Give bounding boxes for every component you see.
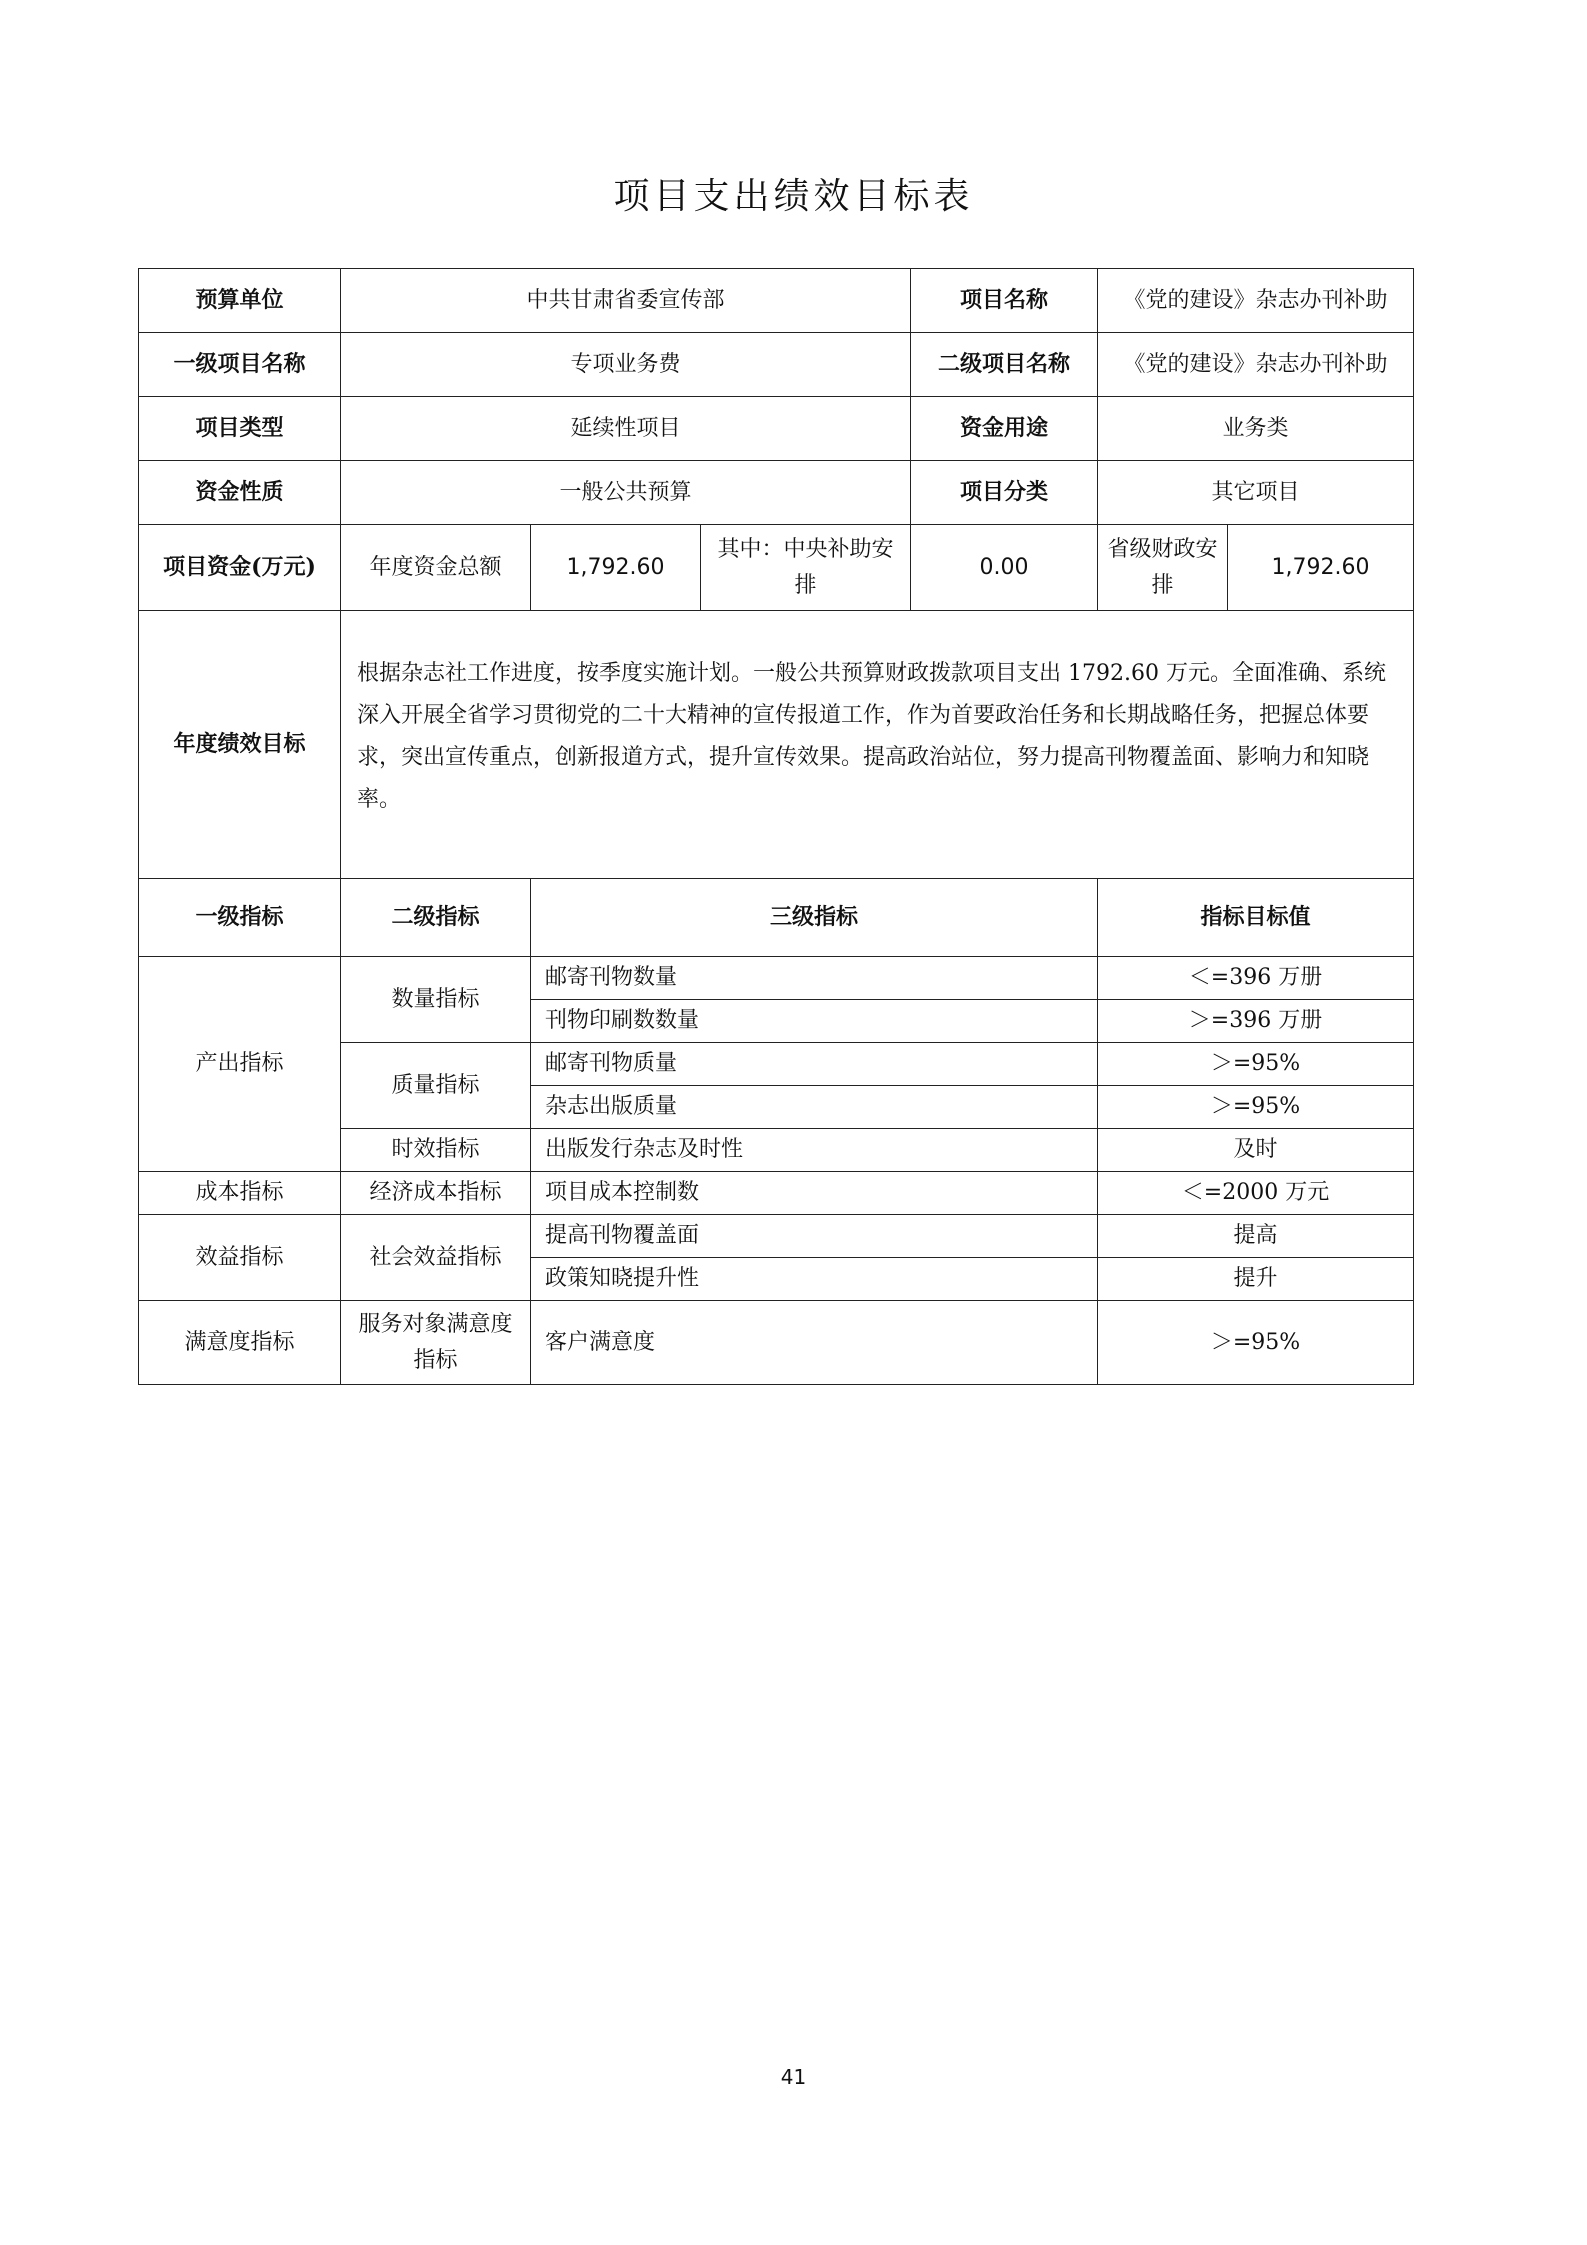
table-row: [139, 957, 1414, 1000]
fund-nature-value: 一般公共预算: [341, 461, 911, 525]
indicator-name: 提高刊物覆盖面: [531, 1215, 1098, 1258]
info-row-l1-project: [139, 333, 1414, 397]
indicator-name: 邮寄刊物质量: [531, 1043, 1098, 1086]
quantity-indicator-label: 数量指标: [341, 957, 531, 1043]
annual-total-label: 年度资金总额: [341, 525, 531, 611]
indicator-target: 及时: [1098, 1129, 1414, 1172]
funds-row: [139, 525, 1414, 611]
table-row: [139, 1215, 1414, 1258]
economic-cost-indicator-label: 经济成本指标: [341, 1172, 531, 1215]
fund-use-value: 业务类: [1098, 397, 1414, 461]
page-number: 41: [780, 2065, 807, 2089]
provincial-value: 1,792.60: [1228, 525, 1414, 611]
info-row-project-type: [139, 397, 1414, 461]
l2-project-label: 二级项目名称: [911, 333, 1098, 397]
level2-header: 二级指标: [341, 879, 531, 957]
central-value: 0.00: [911, 525, 1098, 611]
central-label: 其中：中央补助安排: [701, 525, 911, 611]
indicator-name: 客户满意度: [531, 1301, 1098, 1385]
l1-project-value: 专项业务费: [341, 333, 911, 397]
indicator-name: 邮寄刊物数量: [531, 957, 1098, 1000]
indicator-target: 提升: [1098, 1258, 1414, 1301]
table-row: [139, 1301, 1414, 1385]
quality-indicator-label: 质量指标: [341, 1043, 531, 1129]
project-type-value: 延续性项目: [341, 397, 911, 461]
annual-goal-row: [139, 611, 1414, 879]
info-row-fund-nature: [139, 461, 1414, 525]
performance-target-table: [138, 268, 1414, 1385]
project-type-label: 项目类型: [139, 397, 341, 461]
table-row: [139, 1172, 1414, 1215]
funds-label: 项目资金(万元): [139, 525, 341, 611]
level3-header: 三级指标: [531, 879, 1098, 957]
level1-header: 一级指标: [139, 879, 341, 957]
social-benefit-indicator-label: 社会效益指标: [341, 1215, 531, 1301]
indicator-name: 项目成本控制数: [531, 1172, 1098, 1215]
indicator-target: ＞=95%: [1098, 1043, 1414, 1086]
budget-unit-value: 中共甘肃省委宣传部: [341, 269, 911, 333]
indicator-target: ＞=95%: [1098, 1301, 1414, 1385]
service-satisfaction-indicator-label: 服务对象满意度指标: [341, 1301, 531, 1385]
indicator-name: 刊物印刷数数量: [531, 1000, 1098, 1043]
benefit-indicator-label: 效益指标: [139, 1215, 341, 1301]
satisfaction-indicator-label: 满意度指标: [139, 1301, 341, 1385]
fund-use-label: 资金用途: [911, 397, 1098, 461]
indicator-target: ＜=2000 万元: [1098, 1172, 1414, 1215]
fund-nature-label: 资金性质: [139, 461, 341, 525]
indicator-target: ＜=396 万册: [1098, 957, 1414, 1000]
l2-project-value: 《党的建设》杂志办刊补助: [1098, 333, 1414, 397]
timeliness-indicator-label: 时效指标: [341, 1129, 531, 1172]
info-row-budget-unit: [139, 269, 1414, 333]
project-name-label: 项目名称: [911, 269, 1098, 333]
cost-indicator-label: 成本指标: [139, 1172, 341, 1215]
annual-goal-text: 根据杂志社工作进度，按季度实施计划。一般公共预算财政拨款项目支出 1792.60 万元。全面准确、系统深入开展全省学习贯彻党的二十大精神的宣传报道工作，作为首要政治任务和长期战略任务，把握总体要求，突出宣传重点，创新报道方式，提升宣传效果。提高政治站位，努力提高刊物覆盖面、影响力和知晓率。: [341, 611, 1414, 879]
target-header: 指标目标值: [1098, 879, 1414, 957]
project-category-value: 其它项目: [1098, 461, 1414, 525]
output-indicator-label: 产出指标: [139, 957, 341, 1172]
indicator-target: ＞=95%: [1098, 1086, 1414, 1129]
indicator-name: 政策知晓提升性: [531, 1258, 1098, 1301]
indicator-header-row: [139, 879, 1414, 957]
indicator-target: ＞=396 万册: [1098, 1000, 1414, 1043]
page-title: 项目支出绩效目标表: [613, 176, 974, 217]
indicator-name: 出版发行杂志及时性: [531, 1129, 1098, 1172]
indicator-target: 提高: [1098, 1215, 1414, 1258]
annual-total-value: 1,792.60: [531, 525, 701, 611]
budget-unit-label: 预算单位: [139, 269, 341, 333]
project-name-value: 《党的建设》杂志办刊补助: [1098, 269, 1414, 333]
annual-goal-label: 年度绩效目标: [139, 611, 341, 879]
indicator-name: 杂志出版质量: [531, 1086, 1098, 1129]
l1-project-label: 一级项目名称: [139, 333, 341, 397]
project-category-label: 项目分类: [911, 461, 1098, 525]
provincial-label: 省级财政安排: [1098, 525, 1228, 611]
